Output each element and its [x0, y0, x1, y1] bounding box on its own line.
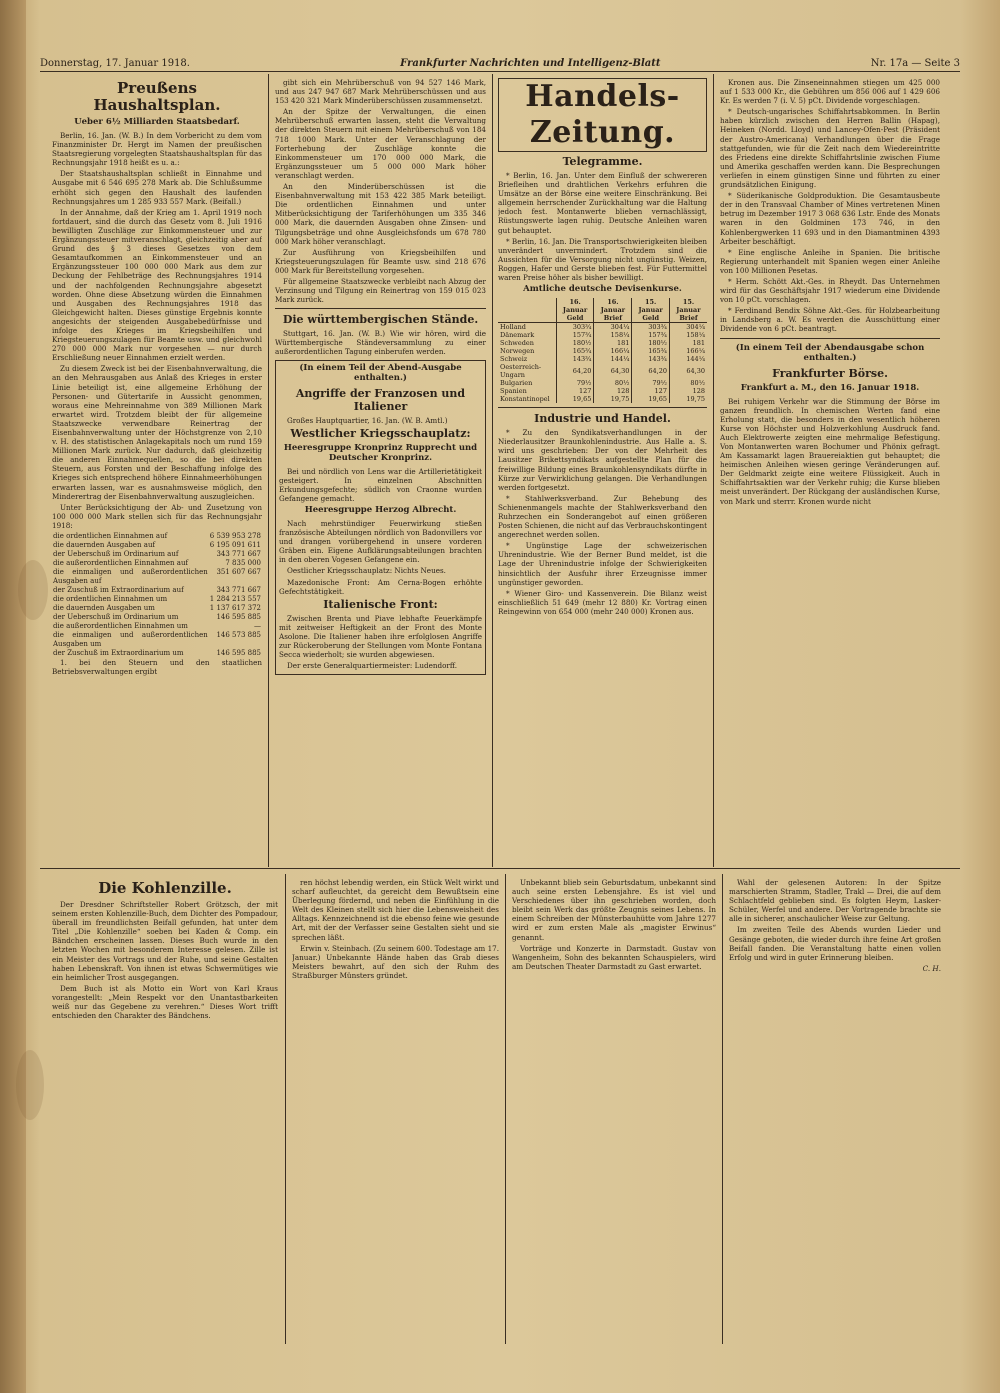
article-paragraph: Bei und nördlich von Lens war die Artillerietätigkeit gesteigert. In einzelnen Abschnitten Erkundungsgefechte; südlich von Craonne wurden Gefangene gemacht.: [279, 466, 482, 503]
column-feuilleton-right: [512, 878, 716, 1342]
table-row: [52, 613, 262, 622]
fx-currency: Schweiz: [498, 355, 556, 363]
column-rule: [285, 874, 286, 1344]
fx-rate: 165¾: [632, 347, 670, 355]
fx-rate: 180½: [632, 339, 670, 347]
table-row: [52, 541, 262, 550]
table-header-cell: [498, 298, 556, 323]
article-paragraph: ren höchst lebendig werden, ein Stück Welt wirkt und scharf aufleuchtet, da gereicht dem Bewußtsein eine Überlegung fördernd, und neben die Einfühlung in die Welt des Kleinen stellt sich hier die Lebensweisheit des Alltags. Kennzeichnend ist die ebenso feine wie gesunde Art, mit der der Verfasser seine Gestalten sieht und sie sprechen läßt.: [292, 878, 499, 942]
fx-rate: 143¾: [556, 355, 594, 363]
article-paragraph: * Berlin, 16. Jan. Die Transportschwierigkeiten bleiben unverändert unvermindert. Trotzdem sind die Aussichten für die Versorgung nicht ungünstig. Weizen, Roggen, Hafer und Gerste blieben fest. Für Futtermittel waren Preise höher als bisher bewilligt.: [498, 236, 707, 283]
fx-rate: 166¼: [686, 347, 705, 356]
fx-currency: Norwegen: [498, 347, 556, 355]
table-row: [498, 363, 707, 379]
fx-rate: 127: [632, 387, 670, 395]
fx-rate: 158¼: [594, 331, 632, 339]
fx-rate: 157¾: [632, 331, 670, 339]
article-paragraph: Bei ruhigem Verkehr war die Stimmung der Börse im ganzen freundlich. In chemischen Werten fand eine Erholung statt, die besonders in den wesentlich höheren Kurse von Höchster und Holzverkohlung Ausdruck fand. Auch Elektrowerte zeigten eine mehrmalige Befestigung. Von Montanwerten waren Bochumer und Phönix gefragt. Am Kassamarkt lagen Brauereiaktien gut behauptet; die heimischen Anleihen wiesen geringe Veränderungen auf. Der Geldmarkt zeigte eine weitere Flüssigkeit. Auch in Schiffahrtsaktien war der Verkehr ruhig; die Kurse blieben meist unverändert. Der Rückgang der ausländischen Kurse, von Mark und sterrr. Kronen wurde nicht: [720, 396, 940, 506]
fx-rate: 64,30: [594, 363, 632, 379]
table-header-cell: 15. Januar Geld: [632, 298, 670, 323]
article-paragraph: Oestlicher Kriegsschauplatz: Nichts Neues.: [287, 566, 446, 576]
war-bulletin: [275, 360, 486, 676]
header-page-number: Nr. 17a — Seite 3: [870, 57, 960, 69]
fx-rate: 79½: [632, 379, 670, 387]
table-cell-value: 343 771 667: [216, 550, 261, 559]
table-row: [52, 604, 262, 613]
article-paragraph: Kronen aus. Die Zinseneinnahmen stiegen um 425 000 auf 1 533 000 Kr., die Gebühren um 856 006 auf 1 429 606 Kr. Es werden 7 (i. V. 5) pCt. Dividende vorgeschlagen.: [720, 78, 940, 106]
article-paragraph: Mazedonische Front: Am Cerna-Bogen erhöhte Gefechtstätigkeit.: [279, 577, 482, 596]
table-cell-value: 146 573 885: [216, 631, 261, 640]
table-row: [498, 331, 707, 339]
table-row: [498, 379, 707, 387]
article-paragraph: * Berlin, 16. Jan. Unter dem Einfluß der schwereren Briefleihen und drahtlichen Verkehrs erfuhren die Umsätze an der Börse eine weitere Einschränkung. Bei allgemein herrschender Zurückhaltung war die Haltung jedoch fest. Montanwerte blieben vernachlässigt, Rüstungswerte lagen ruhig. Deutsche Anleihen waren gut behauptet.: [498, 171, 707, 235]
fx-currency: Spanien: [498, 387, 556, 395]
article-paragraph: * Wiener Giro- und Kassenverein. Die Bilanz weist einschließlich 51 649 (mehr 12 880) Kr. Vortrag einen Reingewinn von 654 000 (mehr 240 000) Kronen aus.: [498, 588, 707, 616]
table-cell-label: die dauernden Ausgaben um: [53, 604, 155, 613]
fx-rate: 181: [692, 339, 705, 348]
table-row: [52, 622, 262, 631]
table-cell-value: 1 137 617 372: [209, 604, 261, 613]
fx-rate: 19,75: [686, 395, 705, 404]
fx-rate: 64,20: [556, 363, 594, 379]
table-header-cell: 16. Januar Geld: [556, 298, 594, 323]
fx-currency: Holland: [498, 323, 556, 332]
fx-currency: Konstantinopel: [498, 395, 556, 403]
fx-rate: 64,30: [686, 367, 705, 376]
section-title: Industrie und Handel.: [534, 412, 671, 426]
fx-rate: 304¼: [686, 323, 705, 332]
article-paragraph: * Eine englische Anleihe in Spanien. Die britische Regierung unterhandelt mit Spanien wegen einer Anleihe von 100 Millionen Pesetas.: [720, 247, 940, 275]
article-paragraph: Wahl der gelesenen Autoren: In der Spitze marschierten Stramm, Stadler, Trakl — Drei, die auf dem Schlachtfeld geblieben sind. Es folgten Heym, Lasker-Schüler, Werfel und andere. Der Vortragende brachte sie alle in sicherer, anschaulicher Weise zur Geltung.: [729, 878, 941, 924]
article-paragraph: An der Spitze der Verwaltungen, die einen Mehrüberschuß erwarten lassen, steht die Verwaltung der direkten Steuern mit einem Mehrüberschuß von 184 718 1000 Mark. Unter der Veranschlagung der Forterhebung der Zuschläge konnte die Einkommensteuer um 170 000 000 Mark, die Ergänzungssteuer um 5 000 000 Mark höher veranschlagt werden.: [275, 107, 486, 180]
paper-stain: [18, 560, 48, 620]
table-cell-value: 343 771 667: [216, 586, 261, 595]
column-rule: [505, 874, 506, 1344]
article-paragraph: An den Minderüberschüssen ist die Eisenbahnverwaltung mit 153 422 385 Mark beteiligt. Die ordentlichen Einnahmen und unter Mitberücksichtigung der Tariferhöhungen um 335 346 000 Mark, die dauernden Ausgaben ohne Zinsen- und Tilgungsbeträge und ohne Ausgleichsfonds um 678 780 000 Mark höher veranschlagt.: [275, 182, 486, 246]
table-row: [498, 323, 707, 332]
article-paragraph: Unter Berücksichtigung der Ab- und Zusetzung von 100 000 000 Mark stellen sich für das Rechnungsjahr 1918:: [52, 502, 262, 530]
fx-currency: Dänemark: [498, 331, 556, 339]
table-cell-label: der Ueberschuß im Ordinarium auf: [53, 550, 179, 559]
fx-rate: 158¼: [686, 331, 705, 340]
header-date: Donnerstag, 17. Januar 1918.: [40, 57, 190, 69]
table-row: [52, 532, 262, 541]
fx-rate: 166¼: [594, 347, 632, 355]
article-paragraph: * Ungünstige Lage der schweizerischen Uhrenindustrie. Wie der Berner Bund meldet, ist die Lage der Uhrenindustrie infolge der Schwierigkeiten hinsichtlich der Ausfuhr ihrer Erzeugnisse immer ungünstiger geworden.: [498, 541, 707, 587]
table-cell-value: 351 607 667: [216, 568, 261, 577]
article-paragraph: Der erste Generalquartiermeister: Ludendorff.: [287, 661, 457, 671]
table-cell-label: der Ueberschuß im Ordinarium um: [53, 613, 179, 622]
column-haushaltsplan: [52, 78, 262, 866]
column-feuilleton-far-right: [729, 878, 941, 1342]
fx-table: [498, 298, 707, 403]
table-cell-label: die einmaligen und außerordentlichen Ausgaben um: [53, 631, 208, 649]
article-paragraph: Erwin v. Steinbach. (Zu seinem 600. Todestage am 17. Januar.) Unbekannte Hände haben das Grab dieses Meisters bewahrt, auf den sich der Ruhm des Straßburger Münsters gründet.: [292, 943, 499, 980]
article-paragraph: In der Annahme, daß der Krieg am 1. April 1919 noch fortdauert, sind die durch das Gesetz vom 8. Juli 1916 bewilligten Zuschläge zur Einkommensteuer und zur Ergänzungssteuer mitveranschlagt, gleichzeitig aber auf Grund des § 3 dieses Gesetzes von dem Gesamtaufkommen an Einkommensteuer und an Ergänzungssteuer 100 000 000 Mark aus dem zur Deckung der Fehlbeträge des Rechnungsjahres 1914 und der nachfolgenden Rechnungsjahre abgesetzt worden. Ohne diese Absetzung würden die Einnahmen und Ausgaben des Rechnungsjahres 1918 das Gleichgewicht halten. Dieses günstige Ergebnis konnte angesichts der steigenden Ausgabebedürfnisse und infolge des Krieges im Kriegsbeihilfen und Kriegsteuerungszulagen für Beamte usw. und gleichwohl 270 000 000 Mark nur vorgesehen — nur durch Erschließung neuer Einnahmen erzielt werden.: [52, 207, 262, 363]
table-row: [52, 649, 262, 658]
article-paragraph: * Deutsch-ungarisches Schiffahrtsabkommen. In Berlin haben kürzlich zwischen den Herren Ballin (Hapag), Heineken (Nordd. Lloyd) und Lancey-Ofen-Pest (Präsident der Austro-Americana) Verhandlungen über die Frage stattgefunden, wie für die Zeit nach dem Wiedereintritte des Friedens eine direkte Schiffahrtslinie zwischen Fiume und Amerika geschaffen werden kann. Die Besprechungen verliefen in einem günstigen Sinne und führten zu einer grundsätzlichen Einigung.: [720, 107, 940, 190]
article-paragraph: Stuttgart, 16. Jan. (W. B.) Wie wir hören, wird die Württembergische Ständeversammlung zu einer außerordentlichen Tagung einberufen werden.: [275, 329, 486, 357]
fx-rate: 143¾: [632, 355, 670, 363]
paper-stain: [16, 1050, 44, 1120]
fx-rate: 304¼: [594, 323, 632, 332]
table-header-cell: 16. Januar Brief: [594, 298, 632, 323]
article-paragraph: Zu diesem Zweck ist bei der Eisenbahnverwaltung, die an den Mehrausgaben aus Anlaß des Krieges in erster Linie beteiligt ist, eine allgemeine Erhöhung der Personen- und Gütertarife in Aussicht genommen, woraus eine Mehreinnahme von 389 Millionen Mark erwartet wird. Trotzdem bleibt der für allgemeine Staatszwecke verwendbare Reinertrag der Eisenbahnverwaltung unter der Höchstgrenze von 2,10 v. H. des statistischen Anlagekapitals noch um rund 159 Millionen Mark zurück. Nur dadurch, daß gleichzeitig die anderen Einnahmequellen, so die bei direkten Steuern, aus Forsten und der Beschaffung infolge des Krieges sich entsprechend höhere Einnahmeerhöhungen erwarten lassen, war es ausnahmsweise möglich, den Minderertrag der Eisenbahnverwaltung auszugleichen.: [52, 364, 262, 501]
fx-rate: 165¾: [556, 347, 594, 355]
table-header-cell: 15. Januar Brief: [669, 298, 707, 323]
section-title: Die württembergischen Stände.: [282, 313, 479, 327]
article-paragraph: Der Staatshaushaltsplan schließt in Einnahme und Ausgabe mit 6 546 695 278 Mark ab. Die Schlußsumme erhöht sich gegen den Haushalt des laufenden Rechnungsjahres um 1 285 933 557 Mark. (Beifall.): [52, 169, 262, 206]
fx-rate: 303¾: [632, 323, 670, 332]
table-cell-label: der Zuschuß im Extraordinarium auf: [53, 586, 184, 595]
article-paragraph: * Stahlwerksverband. Zur Behebung des Schienenmangels machte der Stahlwerksverband den Ruhrzechen ein Sonderangebot auf einen größeren Posten Schienen, die nicht auf das Verbrauchskontingent angerechnet werden sollen.: [498, 493, 707, 540]
table-cell-label: die einmaligen und außerordentlichen Ausgaben auf: [53, 568, 208, 586]
author-signature: C. H.: [922, 963, 941, 973]
fx-currency: Oesterreich-Ungarn: [498, 363, 556, 379]
article-paragraph: * Ferdinand Bendix Söhne Akt.-Ges. für Holzbearbeitung in Landsberg a. W. Es werden die Ausschüttung einer Dividende von 6 pCt. beantragt.: [720, 306, 940, 334]
fx-rate: 144¼: [686, 355, 705, 364]
column-politics: [275, 78, 486, 866]
column-rule: [492, 74, 493, 867]
italian-front-title: Italienische Front:: [323, 597, 438, 611]
handels-masthead: Handels-Zeitung.: [498, 78, 707, 152]
fx-rate: 128: [594, 387, 632, 395]
table-row: [498, 339, 707, 347]
table-cell-label: die ordentlichen Einnahmen um: [53, 595, 168, 604]
page-spine: [0, 0, 26, 1393]
section-title: Frankfurter Börse.: [772, 366, 888, 380]
section-rule: [40, 868, 960, 869]
bulletin-title: Angriffe der Franzosen und Italiener: [295, 386, 466, 413]
table-cell-label: die außerordentlichen Einnahmen auf: [53, 559, 189, 568]
fx-rate: 19,65: [556, 395, 594, 403]
article-paragraph: 1. bei den Steuern und den staatlichen Betriebsverwaltungen ergibt: [52, 658, 262, 677]
table-cell-label: die dauernden Ausgaben auf: [53, 541, 156, 550]
table-row: [498, 387, 707, 395]
table-cell-value: 146 595 885: [216, 613, 261, 622]
column-rule: [268, 74, 269, 867]
article-paragraph: Nach mehrstündiger Feuerwirkung stießen französische Abteilungen nördlich von Badonvillers vor und drangen vorübergehend in unsere vorderen Gräben ein. Eigene Aufklärungsabteilungen brachten in den oberen Vogesen Gefangene ein.: [279, 519, 482, 565]
table-cell-value: 7 835 000: [225, 559, 261, 568]
fx-currency: Schweden: [498, 339, 556, 347]
fx-currency: Bulgarien: [498, 379, 556, 387]
column-kohlenzille: [52, 878, 278, 1342]
table-header-row: [498, 298, 707, 323]
column-rule: [713, 74, 714, 867]
bourse-date: Frankfurt a. M., den 16. Januar 1918.: [740, 382, 920, 393]
fx-title: Amtliche deutsche Devisenkurse.: [523, 284, 682, 295]
fx-rate: 80½: [690, 379, 705, 388]
fx-rate: 79½: [556, 379, 594, 387]
table-cell-value: 6 195 091 611: [209, 541, 261, 550]
fx-rate: 19,75: [594, 395, 632, 403]
column-feuilleton-mid: [292, 878, 499, 1342]
article-paragraph: Vorträge und Konzerte in Darmstadt. Gustav von Wangenheim, Sohn des bekannten Schauspielers, wird am Deutschen Theater Darmstadt zu Gast erwartet.: [512, 943, 716, 971]
fx-rate: 144¼: [594, 355, 632, 363]
table-row: [498, 355, 707, 363]
table-cell-value: 146 595 885: [216, 649, 261, 658]
west-front-sub: Heeresgruppe Kronprinz Rupprecht und Deutscher Kronprinz.: [283, 442, 478, 463]
article-paragraph: Für allgemeine Staatszwecke verbleibt nach Abzug der Verzinsung und Tilgung ein Reinertrag von 159 015 023 Mark zurück.: [275, 276, 486, 305]
fx-rate: 80½: [594, 379, 632, 387]
article-title: Preußens Haushaltsplan.: [93, 79, 221, 114]
table-row: [52, 559, 262, 568]
article-paragraph: Berlin, 16. Jan. (W. B.) In dem Vorbericht zu dem vom Finanzminister Dr. Hergt im Namen der preußischen Staatsregierung vorgelegten Staatshaushaltsplan für das Rechnungsjahr 1918 heißt es u. a.:: [52, 131, 262, 168]
table-row: [52, 595, 262, 604]
table-row: [52, 568, 262, 586]
fx-rate: 157¾: [556, 331, 594, 339]
table-cell-label: die außerordentlichen Einnahmen um: [53, 622, 188, 631]
budget-table: [52, 532, 262, 658]
article-paragraph: Unbekannt blieb sein Geburtsdatum, unbekannt sind auch seine ersten Lebensjahre. Es ist viel und Verschiedenes über ihn geschrieben worden, doch bleibt sein Werk das größte Zeugnis seines Lebens. In einem Schreiben der Münsterbauhütte vom Jahre 1277 wird er zum ersten Male als „magister Erwinus“ genannt.: [512, 878, 716, 942]
bulletin-source: Großes Hauptquartier, 16. Jan. (W. B. Amtl.): [287, 415, 448, 425]
fx-rate: 181: [594, 339, 632, 347]
column-handels: [498, 78, 707, 866]
albrecht-title: Heeresgruppe Herzog Albrecht.: [304, 505, 457, 515]
table-row: [52, 550, 262, 559]
article-paragraph: Dem Buch ist als Motto ein Wort von Karl Kraus vorangestellt: „Mein Respekt vor den Unantastbarkeiten weiß nur das Gegebene zu verehren.“ Dieses Wort trifft entschieden den Charakter des Bändchens.: [52, 983, 278, 1021]
note: (In einem Teil der Abendausgabe schon enthalten.): [735, 342, 925, 363]
table-row: [52, 586, 262, 595]
article-paragraph: Zur Ausführung von Kriegsbeihilfen und Kriegsteuerungszulagen für Beamte usw. sind 218 676 000 Mark für Bereitstellung vorgesehen.: [275, 247, 486, 275]
article-paragraph: Zwischen Brenta und Piave lebhafte Feuerkämpfe mit zeitweiser Heftigkeit an der Front des Monte Asolone. Die Italiener haben ihre erfolglosen Angriffe zur Rückeroberung der Stellungen vom Monte Fontana Secca wiederholt; sie wurden abgewiesen.: [279, 613, 482, 660]
fx-rate: 127: [556, 387, 594, 395]
table-cell-value: 1 284 213 557: [209, 595, 261, 604]
table-row: [52, 631, 262, 649]
fx-rate: 128: [692, 387, 705, 396]
table-cell-value: —: [254, 622, 261, 631]
article-paragraph: Der Dresdner Schriftsteller Robert Grötzsch, der mit seinem ersten Kohlenzille-Buch, dem Dichter des Pompadour, überall im freundlichsten Beifall gefunden, hat unter dem Titel „Die Kohlenzille“ soeben bei Kaden & Comp. ein Bändchen erscheinen lassen. Dieses Buch wurde in den letzten Wochen mit besonderem Interesse gelesen. Zille ist ein Meister des Vortrags und der Ruhe, und seine Gestalten haben Lebenskraft. Von ihnen ist etwas Schwermütiges wie ein heimlicher Trost ausgegangen.: [52, 900, 278, 982]
table-cell-value: 6 539 953 278: [209, 532, 261, 541]
fx-rate: 64,20: [632, 363, 670, 379]
article-title: Die Kohlenzille.: [98, 879, 232, 897]
bulletin-note: (In einem Teil der Abend-Ausgabe enthalten.): [299, 362, 462, 383]
table-cell-label: die ordentlichen Einnahmen auf: [53, 532, 168, 541]
column-boerse: [720, 78, 940, 866]
fx-rate: 303¾: [556, 323, 594, 332]
fx-rate: 19,65: [632, 395, 670, 403]
header-masthead: Frankfurter Nachrichten und Intelligenz-Blatt: [400, 57, 661, 69]
column-rule: [722, 874, 723, 1344]
table-row: [498, 347, 707, 355]
article-subtitle: Ueber 6½ Milliarden Staatsbedarf.: [74, 117, 240, 127]
divider: [498, 407, 707, 408]
article-paragraph: gibt sich ein Mehrüberschuß von 94 527 146 Mark, und aus 247 947 687 Mark Mehrüberschüssen und aus 153 420 321 Mark Minderüberschüssen zusammensetzt.: [275, 78, 486, 106]
fx-rate: 180½: [556, 339, 594, 347]
divider: [720, 338, 940, 339]
article-paragraph: * Zu den Syndikatsverhandlungen in der Niederlausitzer Braunkohlenindustrie. Aus Halle a. S. wird uns geschrieben: Der von der Mehrheit des Lausitzer Brikettsyndikats aufgestellte Plan für die freiwillige Bildung eines Braunkohlensyndikats dürfte in Kürze zur Verwirklichung gelangen. Die Verhandlungen werden fortgesetzt.: [498, 428, 707, 492]
west-front-title: Westlicher Kriegsschauplatz:: [290, 426, 471, 440]
article-paragraph: * Süderikanische Goldproduktion. Die Gesamtausbeute der in den Transvaal Chamber of Mines vertretenen Minen betrug im Dezember 1917 3 068 636 Lstr. Ende des Monats waren in den Goldminen 173 746, in den Kohlenbergwerken 11 693 und in den Diamantminen 4393 Arbeiter beschäftigt.: [720, 191, 940, 246]
article-paragraph: Im zweiten Teile des Abends wurden Lieder und Gesänge geboten, die wieder durch ihre feine Art großen Beifall fanden. Die Veranstaltung hatte einen vollen Erfolg und wird in guter Erinnerung bleiben.: [729, 925, 941, 962]
divider: [275, 308, 486, 309]
table-row: [498, 395, 707, 403]
page-header: [40, 55, 960, 72]
article-paragraph: * Herm. Schött Akt.-Ges. in Rheydt. Das Unternehmen wird für das Geschäftsjahr 1917 wiederum eine Dividende von 10 pCt. vorschlagen.: [720, 276, 940, 305]
telegram-title: Telegramme.: [562, 155, 643, 168]
table-cell-label: der Zuschuß im Extraordinarium um: [53, 649, 184, 658]
